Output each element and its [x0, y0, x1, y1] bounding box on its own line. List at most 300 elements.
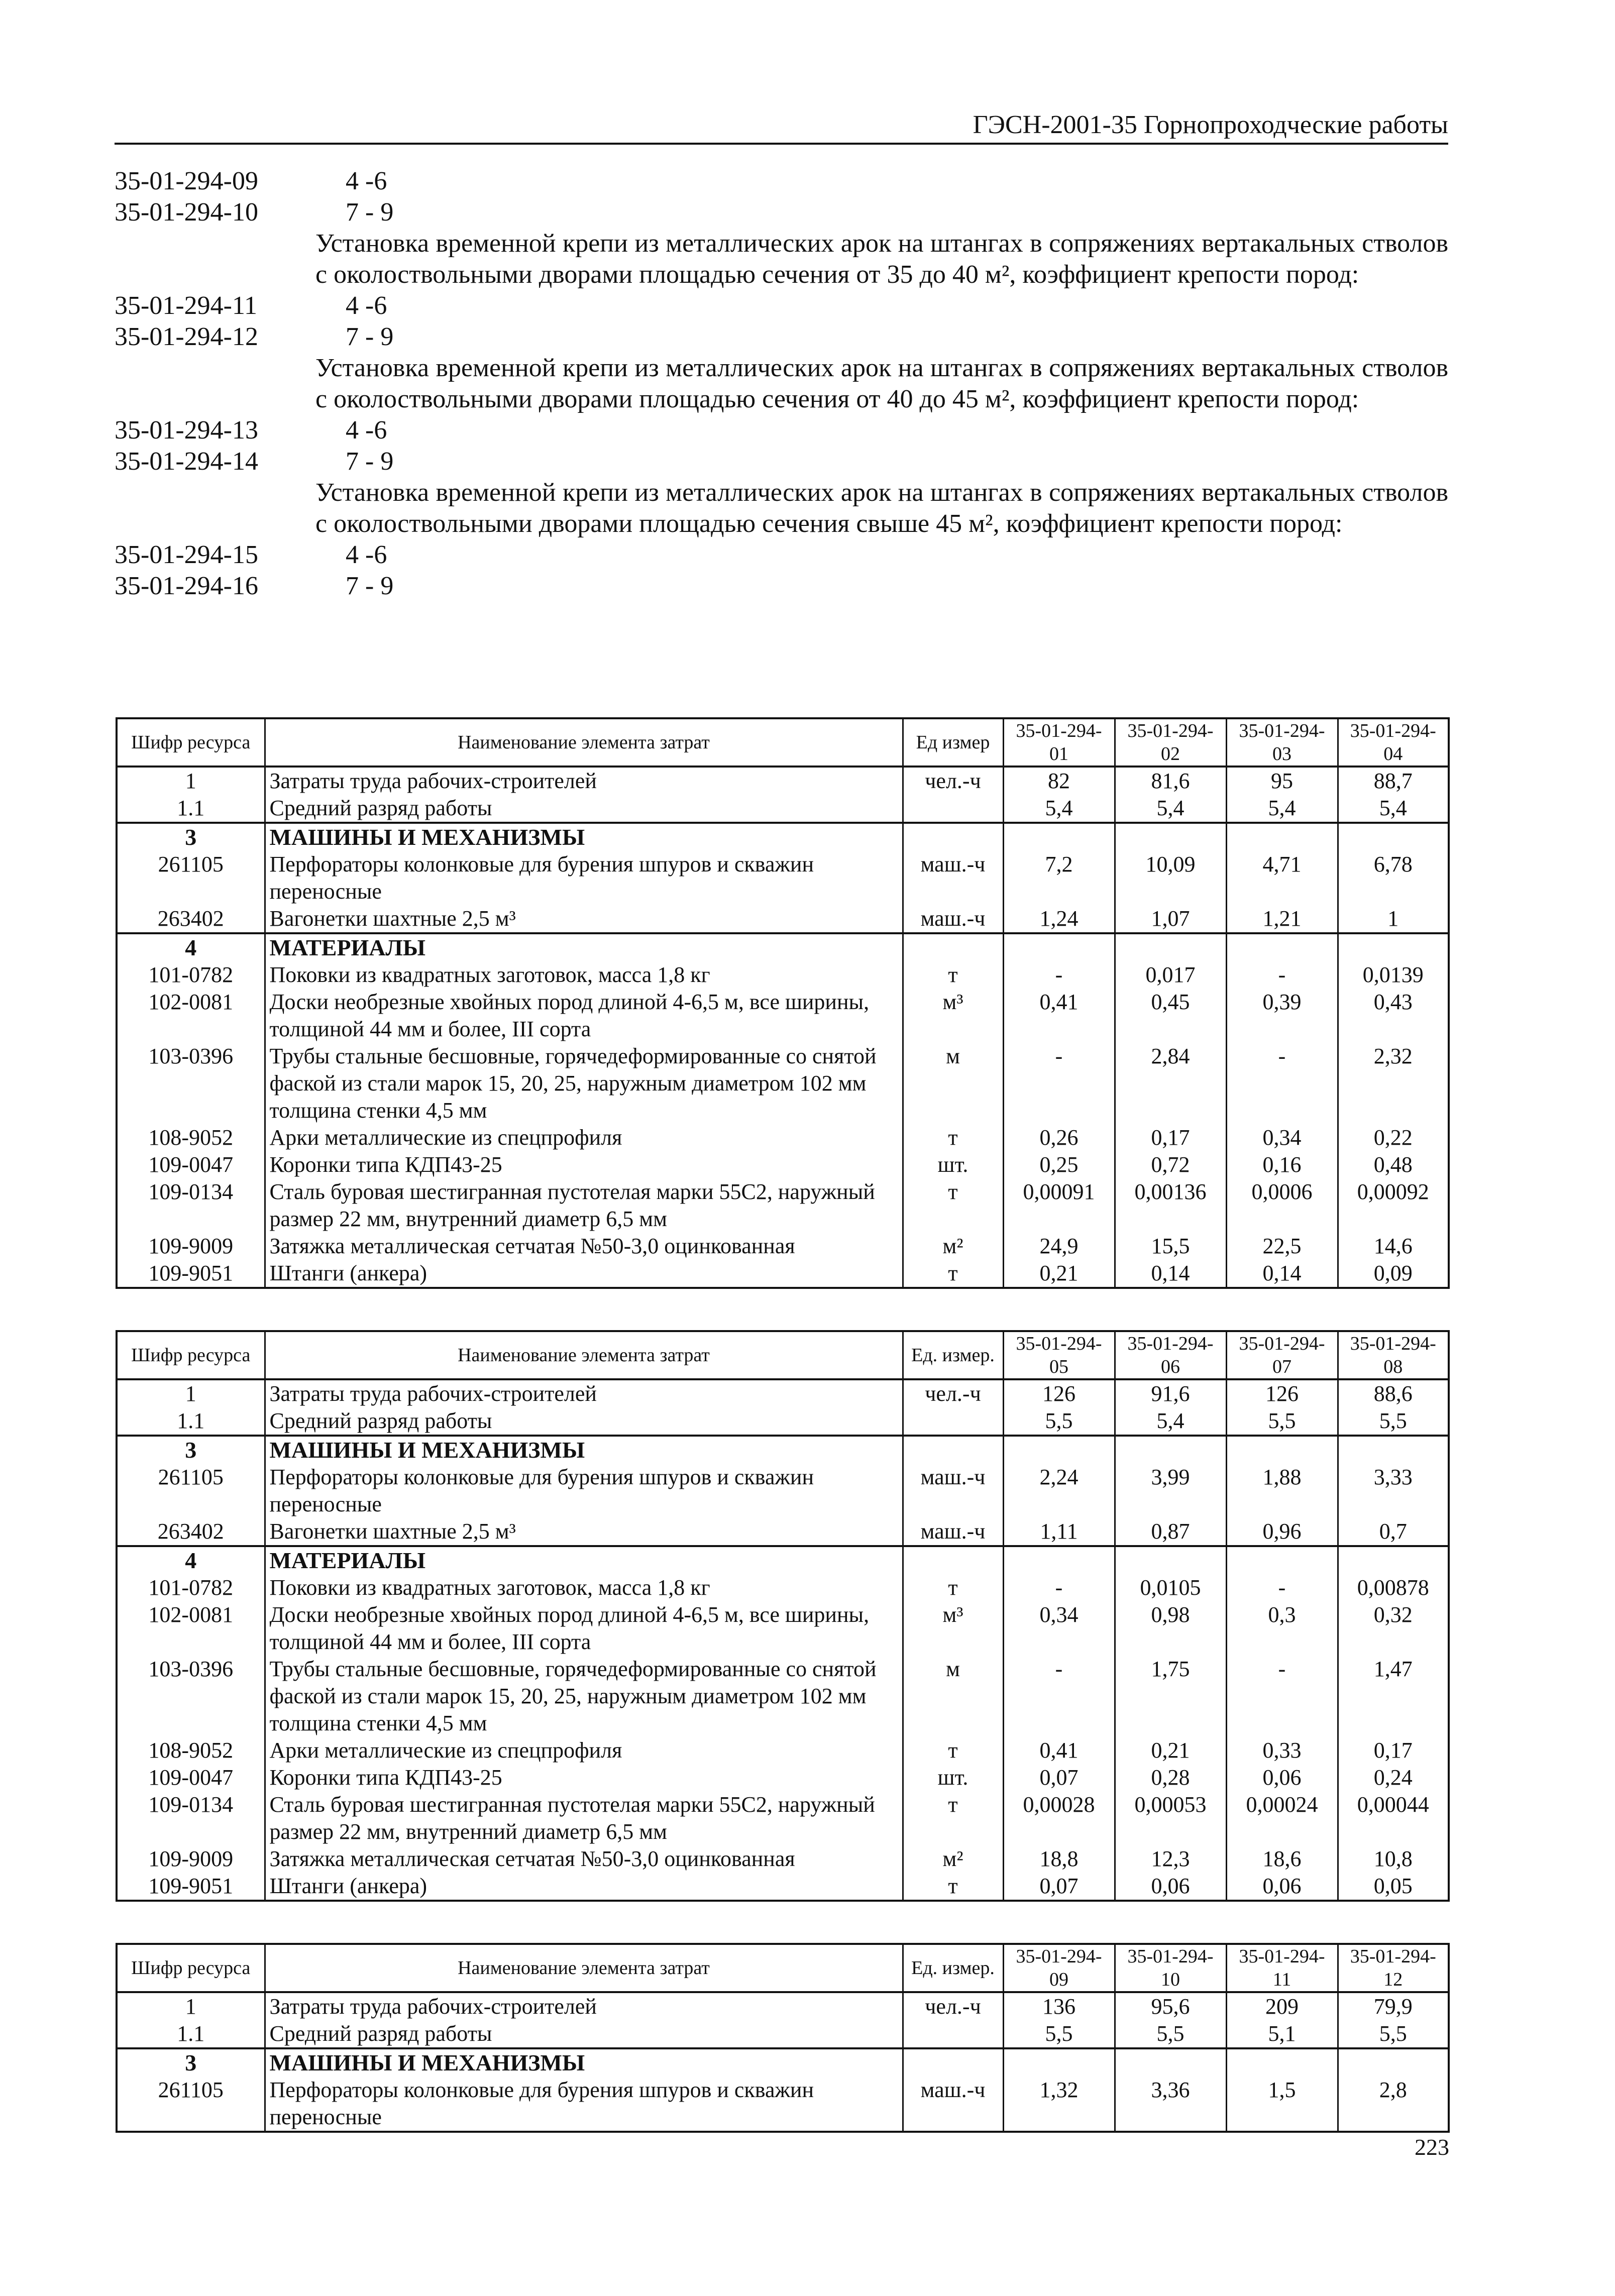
cell-value: 5,5 — [1003, 1407, 1115, 1436]
cell-cost-element: Затраты труда рабочих-строителей — [265, 1992, 903, 2020]
cell-value: 0,17 — [1338, 1737, 1449, 1764]
cell-value: 7,2 — [1003, 851, 1115, 905]
code-row — [115, 446, 1448, 477]
header-unit: Ед. измер. — [903, 1944, 1003, 1992]
code-row — [115, 571, 1448, 602]
table-row — [117, 1601, 1449, 1656]
cell-value: 0,43 — [1338, 989, 1449, 1043]
table-row — [117, 851, 1449, 905]
header-price-code: 35-01-294-02 — [1115, 718, 1226, 767]
cell-value — [1115, 933, 1226, 961]
cell-value: 209 — [1226, 1992, 1338, 2020]
page-number: 223 — [1415, 2134, 1449, 2160]
page-header — [115, 106, 1448, 145]
cell-value: 0,21 — [1003, 1260, 1115, 1288]
header-price-code: 35-01-294-05 — [1003, 1331, 1115, 1379]
cell-value: 0,39 — [1226, 989, 1338, 1043]
cell-value — [1115, 1436, 1226, 1464]
cell-value: 0,07 — [1003, 1873, 1115, 1901]
header-unit: Ед. измер. — [903, 1331, 1003, 1379]
rock-hardness-range: 4 -6 — [346, 291, 387, 320]
cell-resource-code: 1.1 — [117, 2020, 265, 2048]
section-description: Установка временной крепи из металлических арок на штангах в сопряжениях вертакальных стволов с околоствольными дворами площадью сечения от 40 до 45 м², коэффициент крепости пород: — [315, 354, 1448, 413]
cell-unit: маш.-ч — [903, 905, 1003, 933]
cell-value: - — [1226, 1043, 1338, 1124]
cell-unit: м² — [903, 1233, 1003, 1260]
cell-value: 18,6 — [1226, 1845, 1338, 1873]
table-row — [117, 933, 1449, 961]
cell-value: 1,47 — [1338, 1656, 1449, 1737]
cell-value: 82 — [1003, 767, 1115, 795]
cell-cost-element: Вагонетки шахтные 2,5 м³ — [265, 1518, 903, 1546]
table-row — [117, 1436, 1449, 1464]
cell-value: 3,36 — [1115, 2076, 1226, 2132]
cell-value: 0,06 — [1115, 1873, 1226, 1901]
cell-unit: м³ — [903, 989, 1003, 1043]
cell-unit: т — [903, 1791, 1003, 1845]
code-row — [115, 197, 1448, 228]
cell-value: 5,5 — [1338, 2020, 1449, 2048]
cell-value: 0,24 — [1338, 1764, 1449, 1791]
rock-hardness-range: 7 - 9 — [346, 322, 394, 351]
cell-value: - — [1003, 961, 1115, 989]
cell-resource-code: 1 — [117, 1379, 265, 1407]
code-row — [115, 539, 1448, 571]
code-number: 35-01-294-11 — [115, 291, 258, 320]
table-header-row — [117, 718, 1449, 767]
cell-unit — [903, 1436, 1003, 1464]
header-cost-element: Наименование элемента затрат — [265, 1331, 903, 1379]
cell-unit: т — [903, 1178, 1003, 1233]
cell-unit: т — [903, 1737, 1003, 1764]
cell-value: 0,45 — [1115, 989, 1226, 1043]
table-row — [117, 2076, 1449, 2132]
cell-resource-code: 102-0081 — [117, 1601, 265, 1656]
cell-value: 0,09 — [1338, 1260, 1449, 1288]
code-number: 35-01-294-09 — [115, 167, 258, 195]
cell-resource-code: 4 — [117, 1546, 265, 1574]
cell-cost-element: Трубы стальные бесшовные, горячедеформированные со снятой фаской из стали марок 15, 20, 25, наружным диаметром 102 мм толщина стенки 4,5 мм — [265, 1043, 903, 1124]
cell-unit: м² — [903, 1845, 1003, 1873]
code-number: 35-01-294-15 — [115, 540, 258, 569]
header-cost-element: Наименование элемента затрат — [265, 1944, 903, 1992]
cell-value: 0,06 — [1226, 1873, 1338, 1901]
cell-resource-code: 263402 — [117, 1518, 265, 1546]
table-row — [117, 1260, 1449, 1288]
code-row — [115, 321, 1448, 353]
cell-unit: чел.-ч — [903, 1379, 1003, 1407]
table-row — [117, 1233, 1449, 1260]
cell-value: 88,6 — [1338, 1379, 1449, 1407]
cell-resource-code: 109-9009 — [117, 1845, 265, 1873]
cell-resource-code: 1 — [117, 767, 265, 795]
cell-value: - — [1226, 1656, 1338, 1737]
cell-value: 0,3 — [1226, 1601, 1338, 1656]
cell-cost-element: Сталь буровая шестигранная пустотелая марки 55С2, наружный размер 22 мм, внутренний диаметр 6,5 мм — [265, 1178, 903, 1233]
cell-cost-element: Арки металлические из спецпрофиля — [265, 1124, 903, 1151]
cell-cost-element: МАТЕРИАЛЫ — [265, 1546, 903, 1574]
cell-value: 0,00878 — [1338, 1574, 1449, 1601]
cell-value: 0,33 — [1226, 1737, 1338, 1764]
cell-cost-element: Затяжка металлическая сетчатая №50-3,0 оцинкованная — [265, 1233, 903, 1260]
header-price-code: 35-01-294-01 — [1003, 718, 1115, 767]
cell-unit: шт. — [903, 1151, 1003, 1178]
cell-value: 0,07 — [1003, 1764, 1115, 1791]
header-price-code: 35-01-294-04 — [1338, 718, 1449, 767]
cell-value: 10,8 — [1338, 1845, 1449, 1873]
cell-resource-code: 1.1 — [117, 1407, 265, 1436]
cell-unit: чел.-ч — [903, 767, 1003, 795]
cell-resource-code: 1.1 — [117, 795, 265, 823]
cell-unit: м — [903, 1043, 1003, 1124]
cell-value: - — [1003, 1043, 1115, 1124]
cell-value — [1003, 933, 1115, 961]
cell-value: 1,21 — [1226, 905, 1338, 933]
cell-value: 0,41 — [1003, 1737, 1115, 1764]
cell-value: 0,34 — [1003, 1601, 1115, 1656]
cell-value: 0,41 — [1003, 989, 1115, 1043]
cell-value: 0,72 — [1115, 1151, 1226, 1178]
cell-value: 12,3 — [1115, 1845, 1226, 1873]
cell-value: 14,6 — [1338, 1233, 1449, 1260]
cell-unit: т — [903, 961, 1003, 989]
cell-value: 1,88 — [1226, 1464, 1338, 1518]
cell-cost-element: Средний разряд работы — [265, 795, 903, 823]
cell-cost-element: Затраты труда рабочих-строителей — [265, 767, 903, 795]
resource-table-1 — [116, 717, 1450, 1289]
cell-value: 1,24 — [1003, 905, 1115, 933]
cell-value: 15,5 — [1115, 1233, 1226, 1260]
cell-value: 24,9 — [1003, 1233, 1115, 1260]
cell-value: - — [1003, 1574, 1115, 1601]
header-price-code: 35-01-294-10 — [1115, 1944, 1226, 1992]
cell-value: 0,0139 — [1338, 961, 1449, 989]
header-title: ГЭСН-2001-35 Горнопроходческие работы — [973, 111, 1448, 139]
cell-unit — [903, 933, 1003, 961]
rock-hardness-range: 4 -6 — [346, 540, 387, 569]
header-price-code: 35-01-294-08 — [1338, 1331, 1449, 1379]
cell-value: 2,84 — [1115, 1043, 1226, 1124]
cell-resource-code: 102-0081 — [117, 989, 265, 1043]
cell-resource-code: 3 — [117, 1436, 265, 1464]
cell-value: 0,06 — [1226, 1764, 1338, 1791]
cell-unit: маш.-ч — [903, 851, 1003, 905]
cell-unit: шт. — [903, 1764, 1003, 1791]
header-unit: Ед измер — [903, 718, 1003, 767]
cell-resource-code: 109-0047 — [117, 1151, 265, 1178]
cell-value: 79,9 — [1338, 1992, 1449, 2020]
cell-value: 0,0006 — [1226, 1178, 1338, 1233]
cell-value: 3,99 — [1115, 1464, 1226, 1518]
cell-cost-element: МАТЕРИАЛЫ — [265, 933, 903, 961]
table-row — [117, 1407, 1449, 1436]
header-price-code: 35-01-294-12 — [1338, 1944, 1449, 1992]
cell-value — [1003, 823, 1115, 851]
cell-value: 1,07 — [1115, 905, 1226, 933]
cell-resource-code: 103-0396 — [117, 1043, 265, 1124]
cell-value: 6,78 — [1338, 851, 1449, 905]
cell-value — [1226, 1546, 1338, 1574]
cell-cost-element: Коронки типа КДП43-25 — [265, 1151, 903, 1178]
table-row — [117, 1574, 1449, 1601]
cell-value: 88,7 — [1338, 767, 1449, 795]
cell-cost-element: Поковки из квадратных заготовок, масса 1,8 кг — [265, 961, 903, 989]
table-row — [117, 1873, 1449, 1901]
code-number: 35-01-294-10 — [115, 198, 258, 227]
cell-unit: маш.-ч — [903, 1464, 1003, 1518]
cell-unit: т — [903, 1574, 1003, 1601]
table-row — [117, 1151, 1449, 1178]
cell-cost-element: Штанги (анкера) — [265, 1873, 903, 1901]
cell-value — [1003, 2048, 1115, 2076]
cell-value: 0,34 — [1226, 1124, 1338, 1151]
cell-value: 0,0105 — [1115, 1574, 1226, 1601]
cell-value: 1,11 — [1003, 1518, 1115, 1546]
cell-resource-code: 101-0782 — [117, 961, 265, 989]
table-row — [117, 1464, 1449, 1518]
cell-unit: т — [903, 1873, 1003, 1901]
header-cost-element: Наименование элемента затрат — [265, 718, 903, 767]
rock-hardness-range: 4 -6 — [346, 416, 387, 445]
cell-value: - — [1226, 1574, 1338, 1601]
cell-value: 5,1 — [1226, 2020, 1338, 2048]
table-header-row — [117, 1944, 1449, 1992]
cell-resource-code: 109-9009 — [117, 1233, 265, 1260]
cell-cost-element: Коронки типа КДП43-25 — [265, 1764, 903, 1791]
cell-cost-element: Перфораторы колонковые для бурения шпуров и скважин переносные — [265, 2076, 903, 2132]
cell-unit: м — [903, 1656, 1003, 1737]
cell-unit: чел.-ч — [903, 1992, 1003, 2020]
cell-value — [1338, 1436, 1449, 1464]
header-resource-code: Шифр ресурса — [117, 1944, 265, 1992]
table-row — [117, 1178, 1449, 1233]
cell-value: 0,96 — [1226, 1518, 1338, 1546]
table-row — [117, 1043, 1449, 1124]
table-row — [117, 1124, 1449, 1151]
code-row — [115, 290, 1448, 321]
cell-value: 0,00024 — [1226, 1791, 1338, 1845]
rock-hardness-range: 7 - 9 — [346, 198, 394, 227]
cell-value — [1226, 2048, 1338, 2076]
cell-value: 22,5 — [1226, 1233, 1338, 1260]
cell-value: 126 — [1226, 1379, 1338, 1407]
cell-value: 1 — [1338, 905, 1449, 933]
cell-cost-element: Средний разряд работы — [265, 2020, 903, 2048]
cell-unit — [903, 795, 1003, 823]
cell-value — [1338, 823, 1449, 851]
cell-cost-element: Затраты труда рабочих-строителей — [265, 1379, 903, 1407]
cell-value: 5,5 — [1338, 1407, 1449, 1436]
table-row — [117, 2020, 1449, 2048]
cell-value: 4,71 — [1226, 851, 1338, 905]
cell-value — [1338, 2048, 1449, 2076]
cell-cost-element: МАШИНЫ И МЕХАНИЗМЫ — [265, 823, 903, 851]
cell-value: 136 — [1003, 1992, 1115, 2020]
cell-cost-element: Затяжка металлическая сетчатая №50-3,0 оцинкованная — [265, 1845, 903, 1873]
cell-value: 0,26 — [1003, 1124, 1115, 1151]
code-row — [115, 415, 1448, 446]
cell-value: 95,6 — [1115, 1992, 1226, 2020]
cell-unit — [903, 2048, 1003, 2076]
cell-resource-code: 108-9052 — [117, 1124, 265, 1151]
cell-value: 0,17 — [1115, 1124, 1226, 1151]
cell-value — [1003, 1546, 1115, 1574]
cell-value: 1,75 — [1115, 1656, 1226, 1737]
rock-hardness-range: 7 - 9 — [346, 447, 394, 476]
cell-resource-code: 3 — [117, 823, 265, 851]
cell-cost-element: Поковки из квадратных заготовок, масса 1,8 кг — [265, 1574, 903, 1601]
cell-cost-element: Доски необрезные хвойных пород длиной 4-6,5 м, все ширины, толщиной 44 мм и более, III сорта — [265, 989, 903, 1043]
cell-unit — [903, 1407, 1003, 1436]
code-list — [115, 166, 1448, 602]
cell-value: 0,28 — [1115, 1764, 1226, 1791]
cell-cost-element: Доски необрезные хвойных пород длиной 4-6,5 м, все ширины, толщиной 44 мм и более, III сорта — [265, 1601, 903, 1656]
header-resource-code: Шифр ресурса — [117, 1331, 265, 1379]
cell-value — [1115, 2048, 1226, 2076]
cell-cost-element: Штанги (анкера) — [265, 1260, 903, 1288]
cell-resource-code: 109-9051 — [117, 1260, 265, 1288]
cell-unit: т — [903, 1124, 1003, 1151]
cell-resource-code: 263402 — [117, 905, 265, 933]
rock-hardness-range: 4 -6 — [346, 167, 387, 195]
cell-value: 3,33 — [1338, 1464, 1449, 1518]
table-row — [117, 989, 1449, 1043]
cell-value: 5,5 — [1115, 2020, 1226, 2048]
cell-cost-element: Перфораторы колонковые для бурения шпуров и скважин переносные — [265, 851, 903, 905]
cell-resource-code: 1 — [117, 1992, 265, 2020]
cell-value — [1226, 933, 1338, 961]
cell-unit — [903, 823, 1003, 851]
cell-value: 95 — [1226, 767, 1338, 795]
cell-unit — [903, 2020, 1003, 2048]
cell-value — [1115, 823, 1226, 851]
table-row — [117, 2048, 1449, 2076]
cell-value: 0,87 — [1115, 1518, 1226, 1546]
cell-unit: м³ — [903, 1601, 1003, 1656]
header-price-code: 35-01-294-11 — [1226, 1944, 1338, 1992]
header-price-code: 35-01-294-07 — [1226, 1331, 1338, 1379]
cell-value: 0,14 — [1226, 1260, 1338, 1288]
cell-value: 0,21 — [1115, 1737, 1226, 1764]
cell-value: 0,00092 — [1338, 1178, 1449, 1233]
cell-value: 5,4 — [1115, 1407, 1226, 1436]
cell-value: 91,6 — [1115, 1379, 1226, 1407]
code-number: 35-01-294-16 — [115, 572, 258, 600]
cell-unit: маш.-ч — [903, 2076, 1003, 2132]
cell-value — [1338, 1546, 1449, 1574]
cell-value: 0,05 — [1338, 1873, 1449, 1901]
table-row — [117, 795, 1449, 823]
cell-resource-code: 4 — [117, 933, 265, 961]
cell-value: 0,22 — [1338, 1124, 1449, 1151]
cell-unit — [903, 1546, 1003, 1574]
cell-value — [1338, 933, 1449, 961]
cell-resource-code: 108-9052 — [117, 1737, 265, 1764]
cell-value: 5,4 — [1226, 795, 1338, 823]
table-row — [117, 1379, 1449, 1407]
code-number: 35-01-294-12 — [115, 322, 258, 351]
cell-value: 5,4 — [1338, 795, 1449, 823]
cell-value: 0,017 — [1115, 961, 1226, 989]
cell-value: 1,32 — [1003, 2076, 1115, 2132]
section-description: Установка временной крепи из металлических арок на штангах в сопряжениях вертакальных стволов с околоствольными дворами площадью сечения от 35 до 40 м², коэффициент крепости пород: — [315, 229, 1448, 289]
cell-value: 0,32 — [1338, 1601, 1449, 1656]
header-price-code: 35-01-294-06 — [1115, 1331, 1226, 1379]
table-row — [117, 1791, 1449, 1845]
table-row — [117, 1992, 1449, 2020]
cell-resource-code: 101-0782 — [117, 1574, 265, 1601]
cell-value: 5,4 — [1003, 795, 1115, 823]
cell-value: 0,98 — [1115, 1601, 1226, 1656]
cell-value: 81,6 — [1115, 767, 1226, 795]
cell-value: 126 — [1003, 1379, 1115, 1407]
cell-unit: маш.-ч — [903, 1518, 1003, 1546]
cell-value: 0,48 — [1338, 1151, 1449, 1178]
table-row — [117, 767, 1449, 795]
cell-value: 0,7 — [1338, 1518, 1449, 1546]
section-description: Установка временной крепи из металлических арок на штангах в сопряжениях вертакальных стволов с околоствольными дворами площадью сечения свыше 45 м², коэффициент крепости пород: — [315, 478, 1448, 538]
cell-resource-code: 103-0396 — [117, 1656, 265, 1737]
rock-hardness-range: 7 - 9 — [346, 572, 394, 600]
cell-value: 5,4 — [1115, 795, 1226, 823]
cell-value: 5,5 — [1003, 2020, 1115, 2048]
cell-cost-element: Арки металлические из спецпрофиля — [265, 1737, 903, 1764]
cell-cost-element: Средний разряд работы — [265, 1407, 903, 1436]
cell-unit: т — [903, 1260, 1003, 1288]
cell-value: 10,09 — [1115, 851, 1226, 905]
cell-value: 1,5 — [1226, 2076, 1338, 2132]
cell-value — [1226, 1436, 1338, 1464]
cell-value: 0,25 — [1003, 1151, 1115, 1178]
table-row — [117, 961, 1449, 989]
cell-resource-code: 261105 — [117, 1464, 265, 1518]
cell-value — [1115, 1546, 1226, 1574]
cell-resource-code: 261105 — [117, 851, 265, 905]
cell-value: 0,14 — [1115, 1260, 1226, 1288]
cell-cost-element: Сталь буровая шестигранная пустотелая марки 55С2, наружный размер 22 мм, внутренний диаметр 6,5 мм — [265, 1791, 903, 1845]
cell-cost-element: МАШИНЫ И МЕХАНИЗМЫ — [265, 2048, 903, 2076]
table-row — [117, 1737, 1449, 1764]
header-resource-code: Шифр ресурса — [117, 718, 265, 767]
cell-value — [1226, 823, 1338, 851]
cell-cost-element: Вагонетки шахтные 2,5 м³ — [265, 905, 903, 933]
resource-table-3 — [116, 1943, 1450, 2133]
code-row — [115, 166, 1448, 197]
cell-resource-code: 261105 — [117, 2076, 265, 2132]
table-row — [117, 1764, 1449, 1791]
header-price-code: 35-01-294-03 — [1226, 718, 1338, 767]
cell-resource-code: 109-0047 — [117, 1764, 265, 1791]
cell-value: 2,32 — [1338, 1043, 1449, 1124]
cell-value: - — [1003, 1656, 1115, 1737]
cell-cost-element: МАШИНЫ И МЕХАНИЗМЫ — [265, 1436, 903, 1464]
header-price-code: 35-01-294-09 — [1003, 1944, 1115, 1992]
cell-value: 0,00028 — [1003, 1791, 1115, 1845]
cell-value: 18,8 — [1003, 1845, 1115, 1873]
cell-resource-code: 109-0134 — [117, 1791, 265, 1845]
cell-value: 0,00091 — [1003, 1178, 1115, 1233]
table-row — [117, 1656, 1449, 1737]
table-row — [117, 823, 1449, 851]
cell-resource-code: 109-9051 — [117, 1873, 265, 1901]
cell-value: 0,00044 — [1338, 1791, 1449, 1845]
cell-value: 2,8 — [1338, 2076, 1449, 2132]
table-row — [117, 905, 1449, 933]
cell-value — [1003, 1436, 1115, 1464]
code-number: 35-01-294-13 — [115, 416, 258, 445]
cell-value: 5,5 — [1226, 1407, 1338, 1436]
cell-value: 0,00136 — [1115, 1178, 1226, 1233]
